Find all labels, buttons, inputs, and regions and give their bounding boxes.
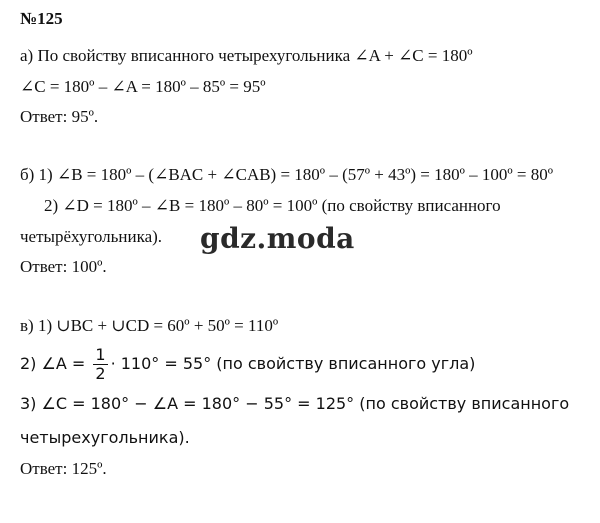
part-b-line-3: четырёхугольника). (20, 227, 163, 246)
part-c-line-4: четырехугольника). (20, 428, 190, 447)
part-b-line-1: б) 1) ∠B = 180º – (∠BAC + ∠CAB) = 180º – (57º + 43º) = 180º – 100º = 80º (20, 165, 554, 184)
problem-number: №125 (20, 9, 63, 28)
part-b-answer: Ответ: 100º. (20, 257, 107, 276)
part-c-line-3: 3) ∠C = 180° − ∠A = 180° − 55° = 125° (по свойству вписанного (20, 394, 570, 413)
part-c-line-2-prefix: 2) ∠A = (20, 354, 91, 373)
fraction-one-half (93, 346, 107, 383)
part-c-line-2-suffix: · 110° = 55° (по свойству вписанного угла) (110, 354, 476, 373)
part-b-line-2: 2) ∠D = 180º – ∠B = 180º – 80º = 100º (по свойству вписанного (44, 196, 501, 215)
watermark: gdz.moda (200, 222, 355, 255)
part-c-line-1: в) 1) ∪BC + ∪CD = 60º + 50º = 110º (20, 316, 279, 335)
fraction-numerator: 1 (95, 345, 106, 364)
part-c-line-2 (20, 344, 475, 384)
part-c-answer: Ответ: 125º. (20, 459, 107, 478)
part-a-line-1: а) По свойству вписанного четырехугольника ∠A + ∠C = 180º (20, 46, 473, 65)
part-a-answer: Ответ: 95º. (20, 107, 99, 126)
fraction-denominator: 2 (95, 364, 106, 383)
part-a-line-2: ∠C = 180º – ∠A = 180º – 85º = 95º (20, 77, 266, 96)
